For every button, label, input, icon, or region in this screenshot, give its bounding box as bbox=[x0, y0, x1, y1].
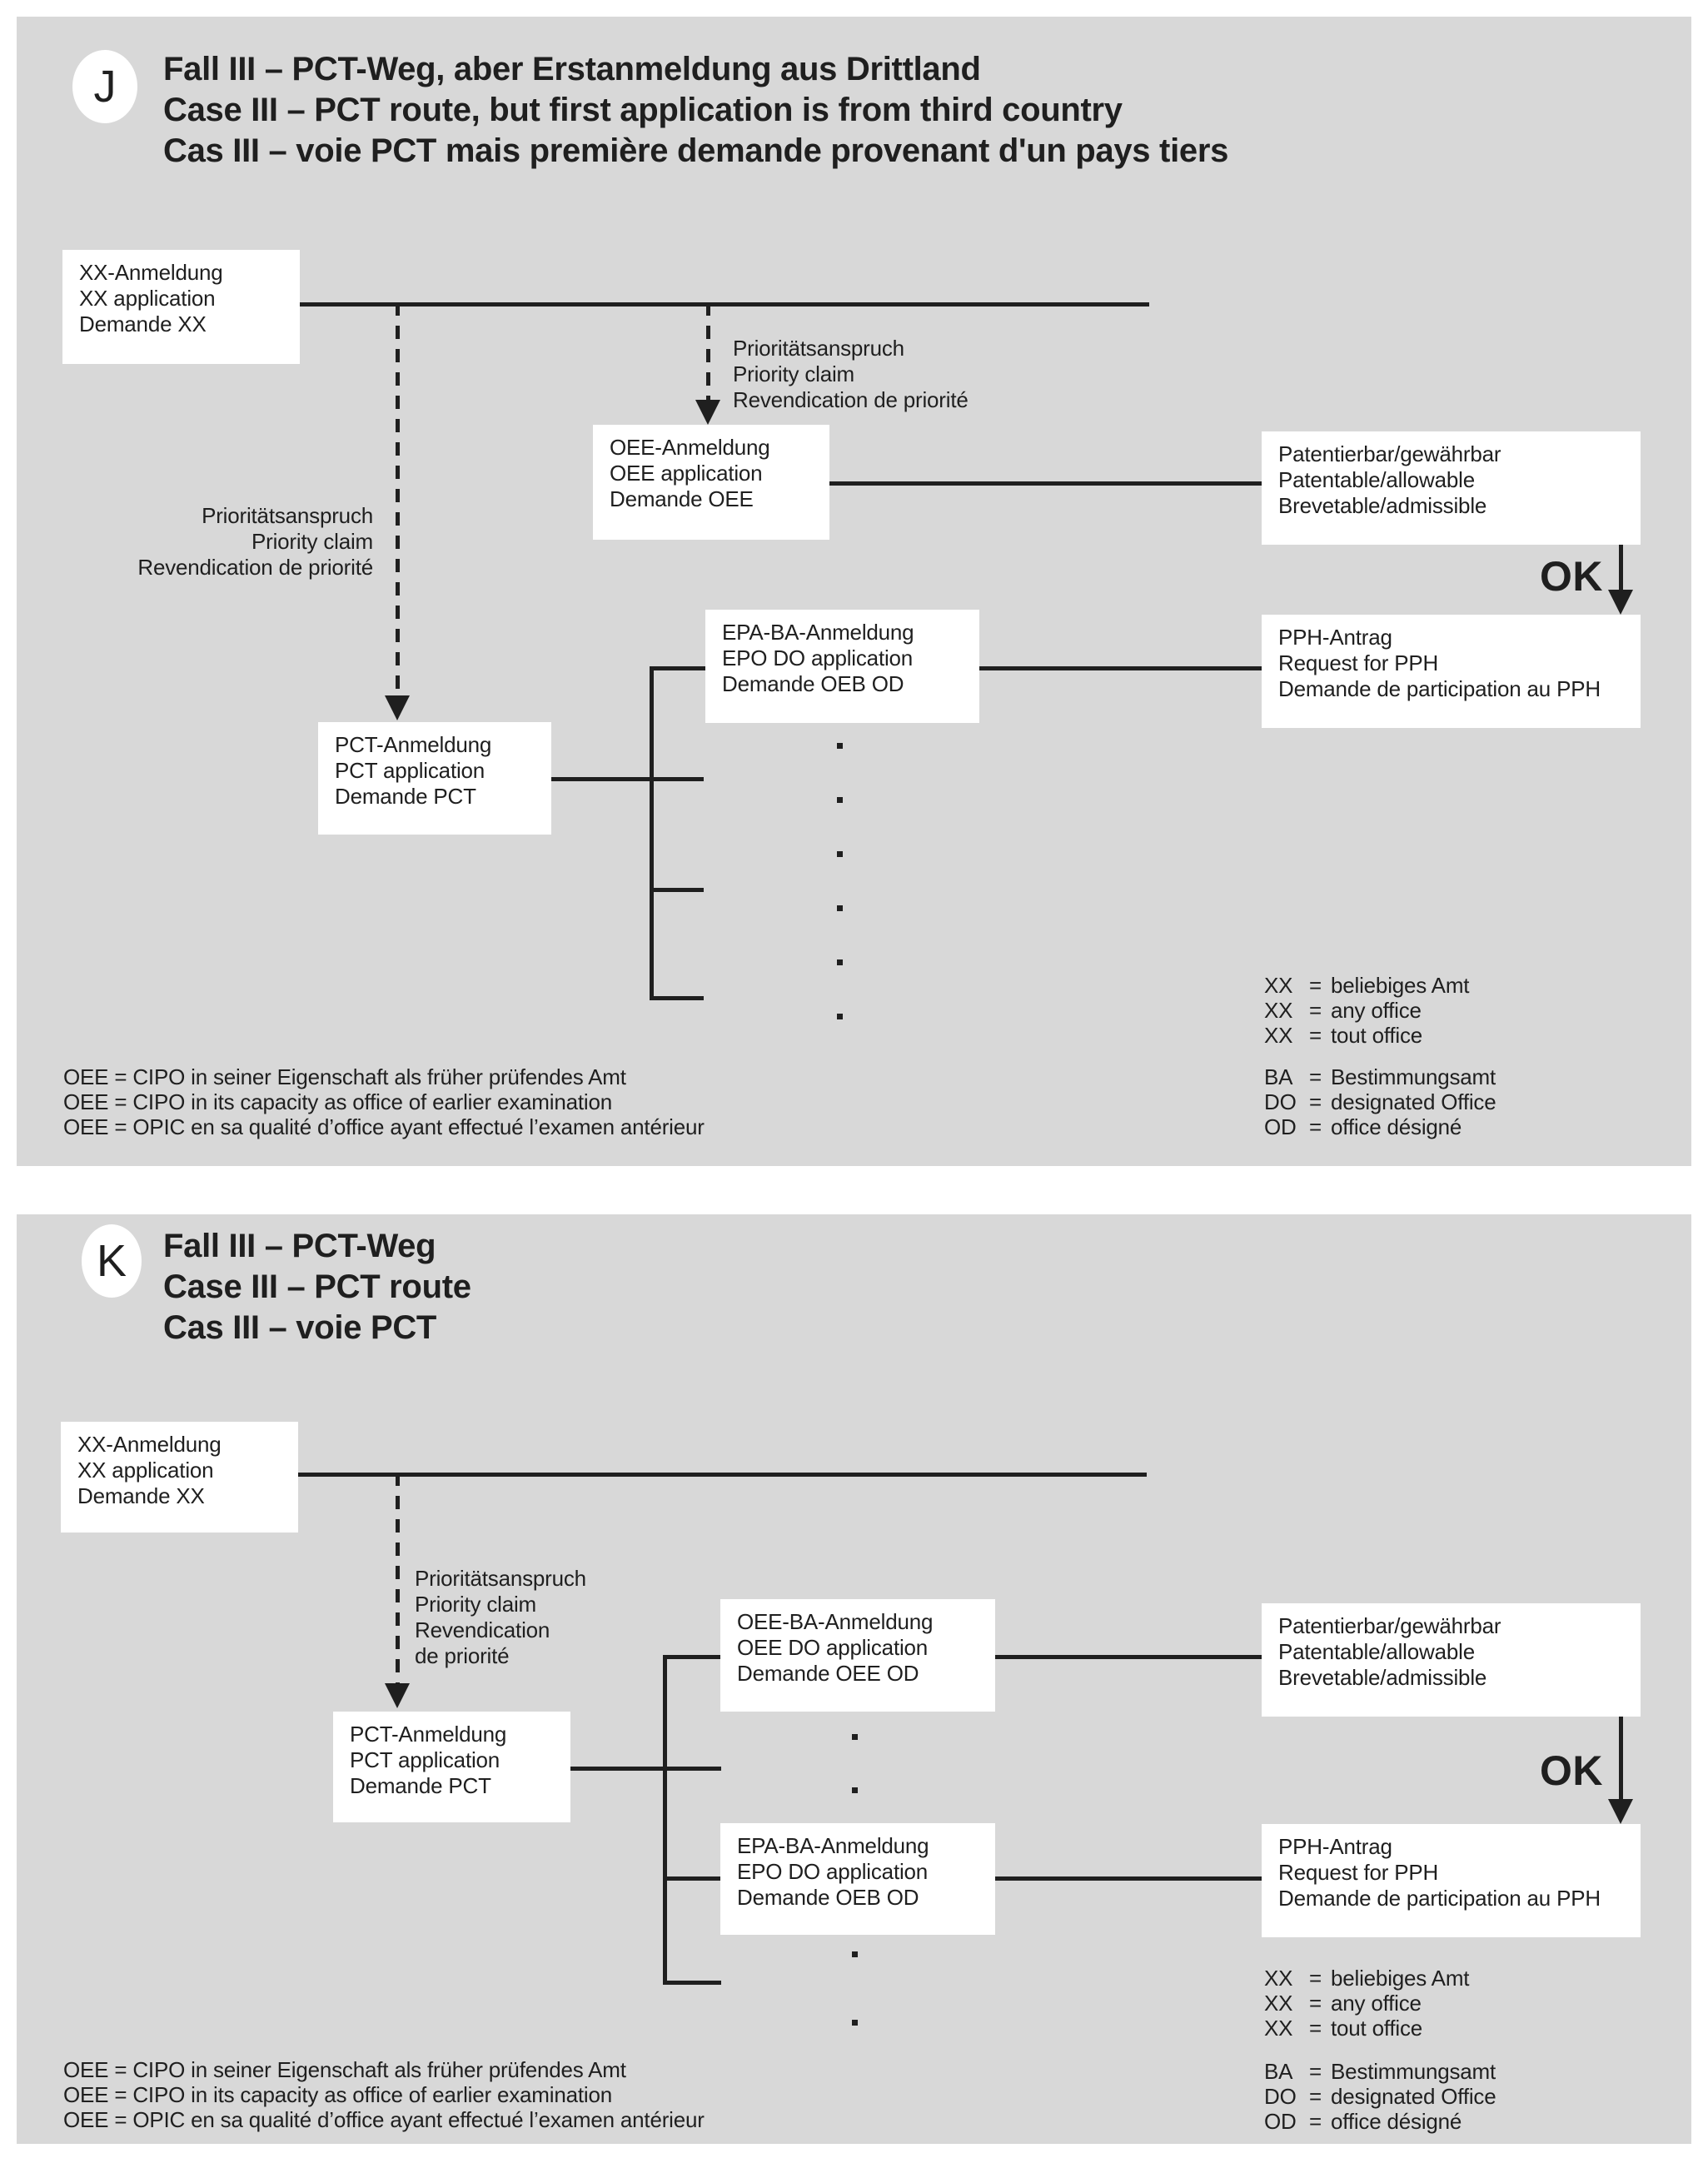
box-line: PCT application bbox=[335, 758, 486, 783]
legend-val: Bestimmungsamt bbox=[1331, 1064, 1496, 1089]
legend-key: DO bbox=[1264, 2084, 1297, 2109]
connector-xx-main bbox=[300, 302, 1149, 307]
box-line: Request for PPH bbox=[1278, 650, 1439, 675]
connector-oee-patentable bbox=[829, 481, 1262, 486]
box-line: OEE application bbox=[610, 461, 763, 486]
box-oee-ba-application bbox=[720, 1599, 995, 1712]
legend-eq: = bbox=[1309, 1966, 1322, 1991]
priority-dashed-line-pct bbox=[396, 1473, 400, 1683]
box-patentable bbox=[1262, 1603, 1641, 1717]
connector-pct-fork bbox=[570, 1767, 721, 1771]
arrowhead-down-icon bbox=[385, 1683, 410, 1708]
ellipsis-dot bbox=[837, 797, 843, 803]
legend-line: OEE = CIPO in its capacity as office of earlier examination bbox=[63, 1089, 612, 1114]
priority-dashed-line-oee bbox=[706, 302, 710, 400]
legend-key: XX bbox=[1264, 1991, 1293, 2016]
box-pct-application bbox=[318, 722, 551, 835]
label-line: Revendication de priorité bbox=[137, 555, 373, 580]
legend-val: office désigné bbox=[1331, 1114, 1462, 1139]
box-line: Demande OEE bbox=[610, 486, 754, 511]
box-pph-request bbox=[1262, 615, 1641, 728]
box-line: Brevetable/admissible bbox=[1278, 493, 1487, 518]
box-line: XX-Anmeldung bbox=[77, 1432, 222, 1457]
legend-ba bbox=[1264, 2059, 1496, 2134]
arrowhead-down-icon bbox=[1608, 1799, 1633, 1824]
connector-pct-fork bbox=[551, 777, 704, 781]
box-line: Demande OEB OD bbox=[722, 671, 904, 696]
legend-eq: = bbox=[1309, 2016, 1322, 2041]
box-oee-application bbox=[593, 425, 829, 540]
box-pph-request bbox=[1262, 1824, 1641, 1937]
legend-line: OEE = OPIC en sa qualité d’office ayant effectué l’examen antérieur bbox=[63, 1114, 705, 1139]
ellipsis-dot bbox=[852, 1951, 858, 1957]
legend-key: DO bbox=[1264, 1089, 1297, 1114]
fork-stub bbox=[663, 1981, 721, 1985]
priority-dashed-line-pct bbox=[396, 302, 400, 695]
legend-eq: = bbox=[1309, 2084, 1322, 2109]
legend-line bbox=[1264, 2016, 1469, 2041]
title-line-de: Fall III – PCT-Weg bbox=[163, 1228, 436, 1264]
legend-line bbox=[1264, 2109, 1496, 2134]
box-xx-application bbox=[61, 1422, 298, 1533]
legend-key: OD bbox=[1264, 1114, 1297, 1139]
box-line: OEE-BA-Anmeldung bbox=[737, 1609, 934, 1634]
box-line: Brevetable/admissible bbox=[1278, 1665, 1487, 1690]
box-line: Demande XX bbox=[79, 311, 207, 336]
box-line: EPO DO application bbox=[737, 1859, 929, 1884]
legend-line bbox=[1264, 1966, 1469, 1991]
box-line: Patentable/allowable bbox=[1278, 1639, 1475, 1664]
legend-oee bbox=[63, 1064, 705, 1139]
legend-eq: = bbox=[1309, 1114, 1322, 1139]
ok-arrow-line bbox=[1619, 1717, 1623, 1799]
box-line: XX application bbox=[77, 1458, 214, 1483]
label-line: Prioritätsanspruch bbox=[415, 1566, 586, 1591]
legend-eq: = bbox=[1309, 1064, 1322, 1089]
legend-key: XX bbox=[1264, 1023, 1293, 1048]
legend-key: OD bbox=[1264, 2109, 1297, 2134]
fork-vertical-line bbox=[650, 666, 654, 1000]
legend-eq: = bbox=[1309, 1991, 1322, 2016]
legend-line: OEE = CIPO in seiner Eigenschaft als früher prüfendes Amt bbox=[63, 1064, 626, 1089]
box-line: Demande OEE OD bbox=[737, 1661, 919, 1686]
panel-j bbox=[17, 17, 1691, 1166]
ellipsis-dot bbox=[852, 1787, 858, 1793]
title-line-en: Case III – PCT route, but first application is from third country bbox=[163, 92, 1123, 128]
connector-xx-main bbox=[298, 1473, 1147, 1477]
box-line: PPH-Antrag bbox=[1278, 625, 1392, 650]
ellipsis-dot bbox=[837, 851, 843, 857]
legend-val: any office bbox=[1331, 1991, 1422, 2016]
legend-ba bbox=[1264, 1064, 1496, 1139]
legend-eq: = bbox=[1309, 2059, 1322, 2084]
box-line: PPH-Antrag bbox=[1278, 1834, 1392, 1859]
box-line: Demande OEB OD bbox=[737, 1885, 919, 1910]
legend-key: BA bbox=[1264, 2059, 1293, 2084]
legend-line: OEE = OPIC en sa qualité d’office ayant effectué l’examen antérieur bbox=[63, 2107, 705, 2132]
legend-key: XX bbox=[1264, 1966, 1293, 1991]
legend-val: office désigné bbox=[1331, 2109, 1462, 2134]
panel-k-title bbox=[163, 1226, 471, 1348]
box-line: Demande XX bbox=[77, 1483, 205, 1508]
fork-stub bbox=[650, 888, 704, 892]
label-line: Priority claim bbox=[415, 1592, 536, 1617]
box-line: OEE DO application bbox=[737, 1635, 929, 1660]
box-line: Demande de participation au PPH bbox=[1278, 676, 1601, 701]
ok-label: OK bbox=[1540, 553, 1603, 600]
legend-val: beliebiges Amt bbox=[1331, 973, 1470, 998]
title-line-en: Case III – PCT route bbox=[163, 1268, 471, 1305]
legend-line bbox=[1264, 973, 1469, 998]
fork-stub bbox=[650, 996, 704, 1000]
box-line: Patentierbar/gewährbar bbox=[1278, 1613, 1501, 1638]
ok-label: OK bbox=[1540, 1747, 1603, 1794]
label-line: Priority claim bbox=[251, 529, 373, 554]
panel-j-badge: J bbox=[72, 50, 137, 123]
legend-val: any office bbox=[1331, 998, 1422, 1023]
label-line: Revendication bbox=[415, 1617, 550, 1642]
legend-key: XX bbox=[1264, 998, 1293, 1023]
legend-line bbox=[1264, 1089, 1496, 1114]
box-line: PCT-Anmeldung bbox=[350, 1722, 507, 1747]
box-pct-application bbox=[333, 1712, 570, 1822]
box-line: Patentable/allowable bbox=[1278, 467, 1475, 492]
legend-line bbox=[1264, 1023, 1469, 1048]
arrowhead-down-icon bbox=[695, 400, 720, 425]
ellipsis-dot bbox=[837, 1014, 843, 1019]
legend-eq: = bbox=[1309, 973, 1322, 998]
box-line: Request for PPH bbox=[1278, 1860, 1439, 1885]
arrowhead-down-icon bbox=[1608, 590, 1633, 615]
label-priority-claim-left bbox=[137, 503, 373, 581]
box-line: XX-Anmeldung bbox=[79, 260, 223, 285]
legend-line: OEE = CIPO in seiner Eigenschaft als früher prüfendes Amt bbox=[63, 2057, 626, 2082]
connector-epaba-pph bbox=[995, 1876, 1262, 1881]
legend-val: tout office bbox=[1331, 2016, 1423, 2041]
box-line: EPO DO application bbox=[722, 645, 914, 670]
fork-vertical-line bbox=[663, 1655, 667, 1985]
box-patentable bbox=[1262, 431, 1641, 545]
box-epa-ba-application bbox=[705, 610, 979, 723]
legend-line bbox=[1264, 2084, 1496, 2109]
label-line: de priorité bbox=[415, 1643, 510, 1668]
label-line: Priority claim bbox=[733, 361, 854, 386]
legend-key: XX bbox=[1264, 2016, 1293, 2041]
legend-key: XX bbox=[1264, 973, 1293, 998]
label-line: Prioritätsanspruch bbox=[202, 503, 373, 528]
box-xx-application bbox=[62, 250, 300, 364]
box-line: Demande de participation au PPH bbox=[1278, 1886, 1601, 1911]
box-line: OEE-Anmeldung bbox=[610, 435, 770, 460]
title-line-de: Fall III – PCT-Weg, aber Erstanmeldung aus Drittland bbox=[163, 51, 981, 87]
legend-line bbox=[1264, 1114, 1496, 1139]
ellipsis-dot bbox=[852, 1734, 858, 1740]
ellipsis-dot bbox=[837, 959, 843, 965]
box-line: XX application bbox=[79, 286, 216, 311]
legend-line bbox=[1264, 1064, 1496, 1089]
title-line-fr: Cas III – voie PCT mais première demande provenant d'un pays tiers bbox=[163, 132, 1229, 169]
legend-oee bbox=[63, 2057, 705, 2132]
legend-val: designated Office bbox=[1331, 2084, 1496, 2109]
title-line-fr: Cas III – voie PCT bbox=[163, 1309, 437, 1346]
legend-eq: = bbox=[1309, 1089, 1322, 1114]
ellipsis-dot bbox=[837, 905, 843, 911]
panel-j-title bbox=[163, 49, 1228, 172]
box-line: EPA-BA-Anmeldung bbox=[737, 1833, 929, 1858]
box-line: PCT application bbox=[350, 1747, 500, 1772]
ellipsis-dot bbox=[837, 743, 843, 749]
label-line: Revendication de priorité bbox=[733, 387, 969, 412]
legend-line: OEE = CIPO in its capacity as office of earlier examination bbox=[63, 2082, 612, 2107]
label-priority-claim-right bbox=[733, 336, 969, 413]
box-line: EPA-BA-Anmeldung bbox=[722, 620, 914, 645]
legend-val: tout office bbox=[1331, 1023, 1423, 1048]
label-priority-claim bbox=[415, 1566, 586, 1669]
panel-k-badge: K bbox=[82, 1224, 142, 1298]
connector-oeeba-patentable bbox=[995, 1655, 1262, 1659]
legend-xx bbox=[1264, 1966, 1469, 2041]
box-line: Demande PCT bbox=[335, 784, 476, 809]
legend-eq: = bbox=[1309, 1023, 1322, 1048]
box-line: Demande PCT bbox=[350, 1773, 491, 1798]
arrowhead-down-icon bbox=[385, 695, 410, 720]
legend-val: Bestimmungsamt bbox=[1331, 2059, 1496, 2084]
ok-arrow-line bbox=[1619, 545, 1623, 590]
label-line: Prioritätsanspruch bbox=[733, 336, 904, 361]
connector-epa-pph bbox=[979, 666, 1262, 670]
legend-line bbox=[1264, 2059, 1496, 2084]
legend-key: BA bbox=[1264, 1064, 1293, 1089]
legend-xx bbox=[1264, 973, 1469, 1048]
legend-line bbox=[1264, 998, 1469, 1023]
legend-line bbox=[1264, 1991, 1469, 2016]
ellipsis-dot bbox=[852, 2020, 858, 2026]
legend-eq: = bbox=[1309, 2109, 1322, 2134]
box-epa-ba-application bbox=[720, 1823, 995, 1935]
legend-eq: = bbox=[1309, 998, 1322, 1023]
legend-val: beliebiges Amt bbox=[1331, 1966, 1470, 1991]
panel-k bbox=[17, 1214, 1691, 2144]
legend-val: designated Office bbox=[1331, 1089, 1496, 1114]
box-line: Patentierbar/gewährbar bbox=[1278, 441, 1501, 466]
box-line: PCT-Anmeldung bbox=[335, 732, 492, 757]
